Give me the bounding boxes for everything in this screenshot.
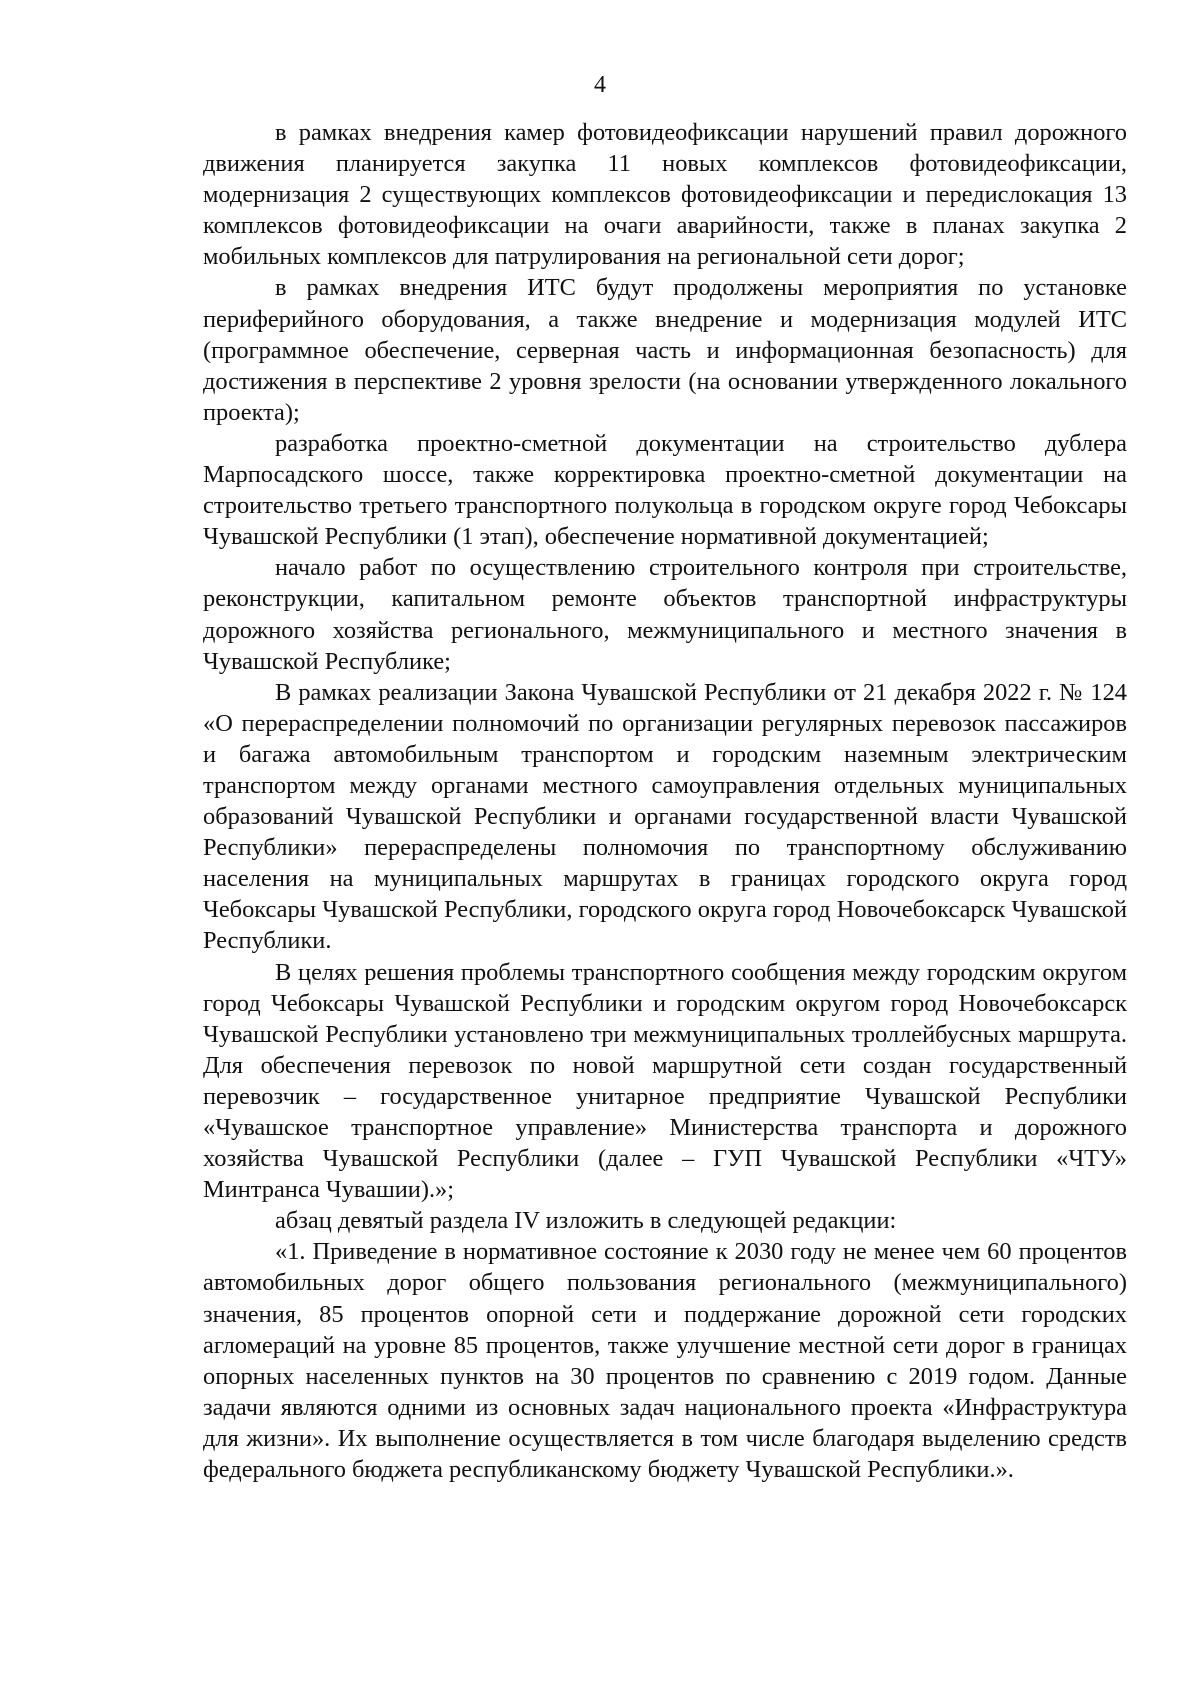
paragraph-construction-control: начало работ по осуществлению строительного контроля при строительстве, реконструкции, капитальном ремонте объектов транспортной инфраструктуры дорожного хозяйства регионального, межмуниципального и местного значения в Чувашской Республике; (203, 554, 1127, 675)
paragraph-law-124: В рамках реализации Закона Чувашской Республики от 21 декабря 2022 г. № 124 «О перераспределении полномочий по организации регулярных перевозок пассажиров и багажа автомобильным транспортом и городским наземным электрическим транспортом между органами местного самоуправления отдельных муниципальных образований Чувашской Республики и органами государственной власти Чувашской Республики» перераспределены полномочия по транспортному обслуживанию населения на муниципальных маршрутах в границах городского округа город Чебоксары Чувашской Республики, городского округа город Новочебоксарск Чувашской Республики. (203, 678, 1127, 955)
paragraph-road-standards-2030: «1. Приведение в нормативное состояние к 2030 году не менее чем 60 процентов автомобильных дорог общего пользования регионального (межмуниципального) значения, 85 процентов опорной сети и поддержание дорожной сети городских агломераций на уровне 85 процентов, также улучшение местной сети дорог в границах опорных населенных пунктов на 30 процентов по сравнению с 2019 годом. Данные задачи являются одними из основных задач национального проекта «Инфраструктура для жизни». Их выполнение осуществляется в том числе благодаря выделению средств федерального бюджета республиканскому бюджету Чувашской Республики.». (203, 1238, 1127, 1484)
paragraph-design-documentation: разработка проектно-сметной документации на строительство дублера Марпосадского шоссе, также корректировка проектно-сметной документации на строительство третьего транспортного полукольца в городском округе город Чебоксары Чувашской Республики (1 этап), обеспечение нормативной документацией; (203, 429, 1127, 551)
page-number: 4 (594, 72, 606, 98)
paragraph-section-iv-amendment: абзац девятый раздела IV изложить в следующей редакции: (275, 1207, 897, 1235)
paragraph-photo-video-fixation: в рамках внедрения камер фотовидеофиксации нарушений правил дорожного движения планируется закупка 11 новых комплексов фотовидеофиксации, модернизация 2 существующих комплексов фотовидеофиксации и передислокация 13 комплексов фотовидеофиксации на очаги аварийности, также в планах закупка 2 мобильных комплексов для патрулирования на региональной сети дорог; (203, 119, 1127, 271)
paragraph-its: в рамках внедрения ИТС будут продолжены мероприятия по установке периферийного оборудования, а также внедрение и модернизация модулей ИТС (программное обеспечение, серверная часть и информационная безопасность) для достижения в перспективе 2 уровня зрелости (на основании утвержденного локального проекта); (203, 274, 1127, 426)
paragraph-trolleybus-routes: В целях решения проблемы транспортного сообщения между городским округом город Чебоксары Чувашской Республики и городским округом город Новочебоксарск Чувашской Республики установлено три межмуниципальных троллейбусных маршрута. Для обеспечения перевозок по новой маршрутной сети создан государственный перевозчик – государственное унитарное предприятие Чувашской Республики «Чувашское транспортное управление» Министерства транспорта и дорожного хозяйства Чувашской Республики (далее – ГУП Чувашской Республики «ЧТУ» Минтранса Чувашии).»; (203, 958, 1127, 1204)
document-body (203, 117, 1127, 1485)
